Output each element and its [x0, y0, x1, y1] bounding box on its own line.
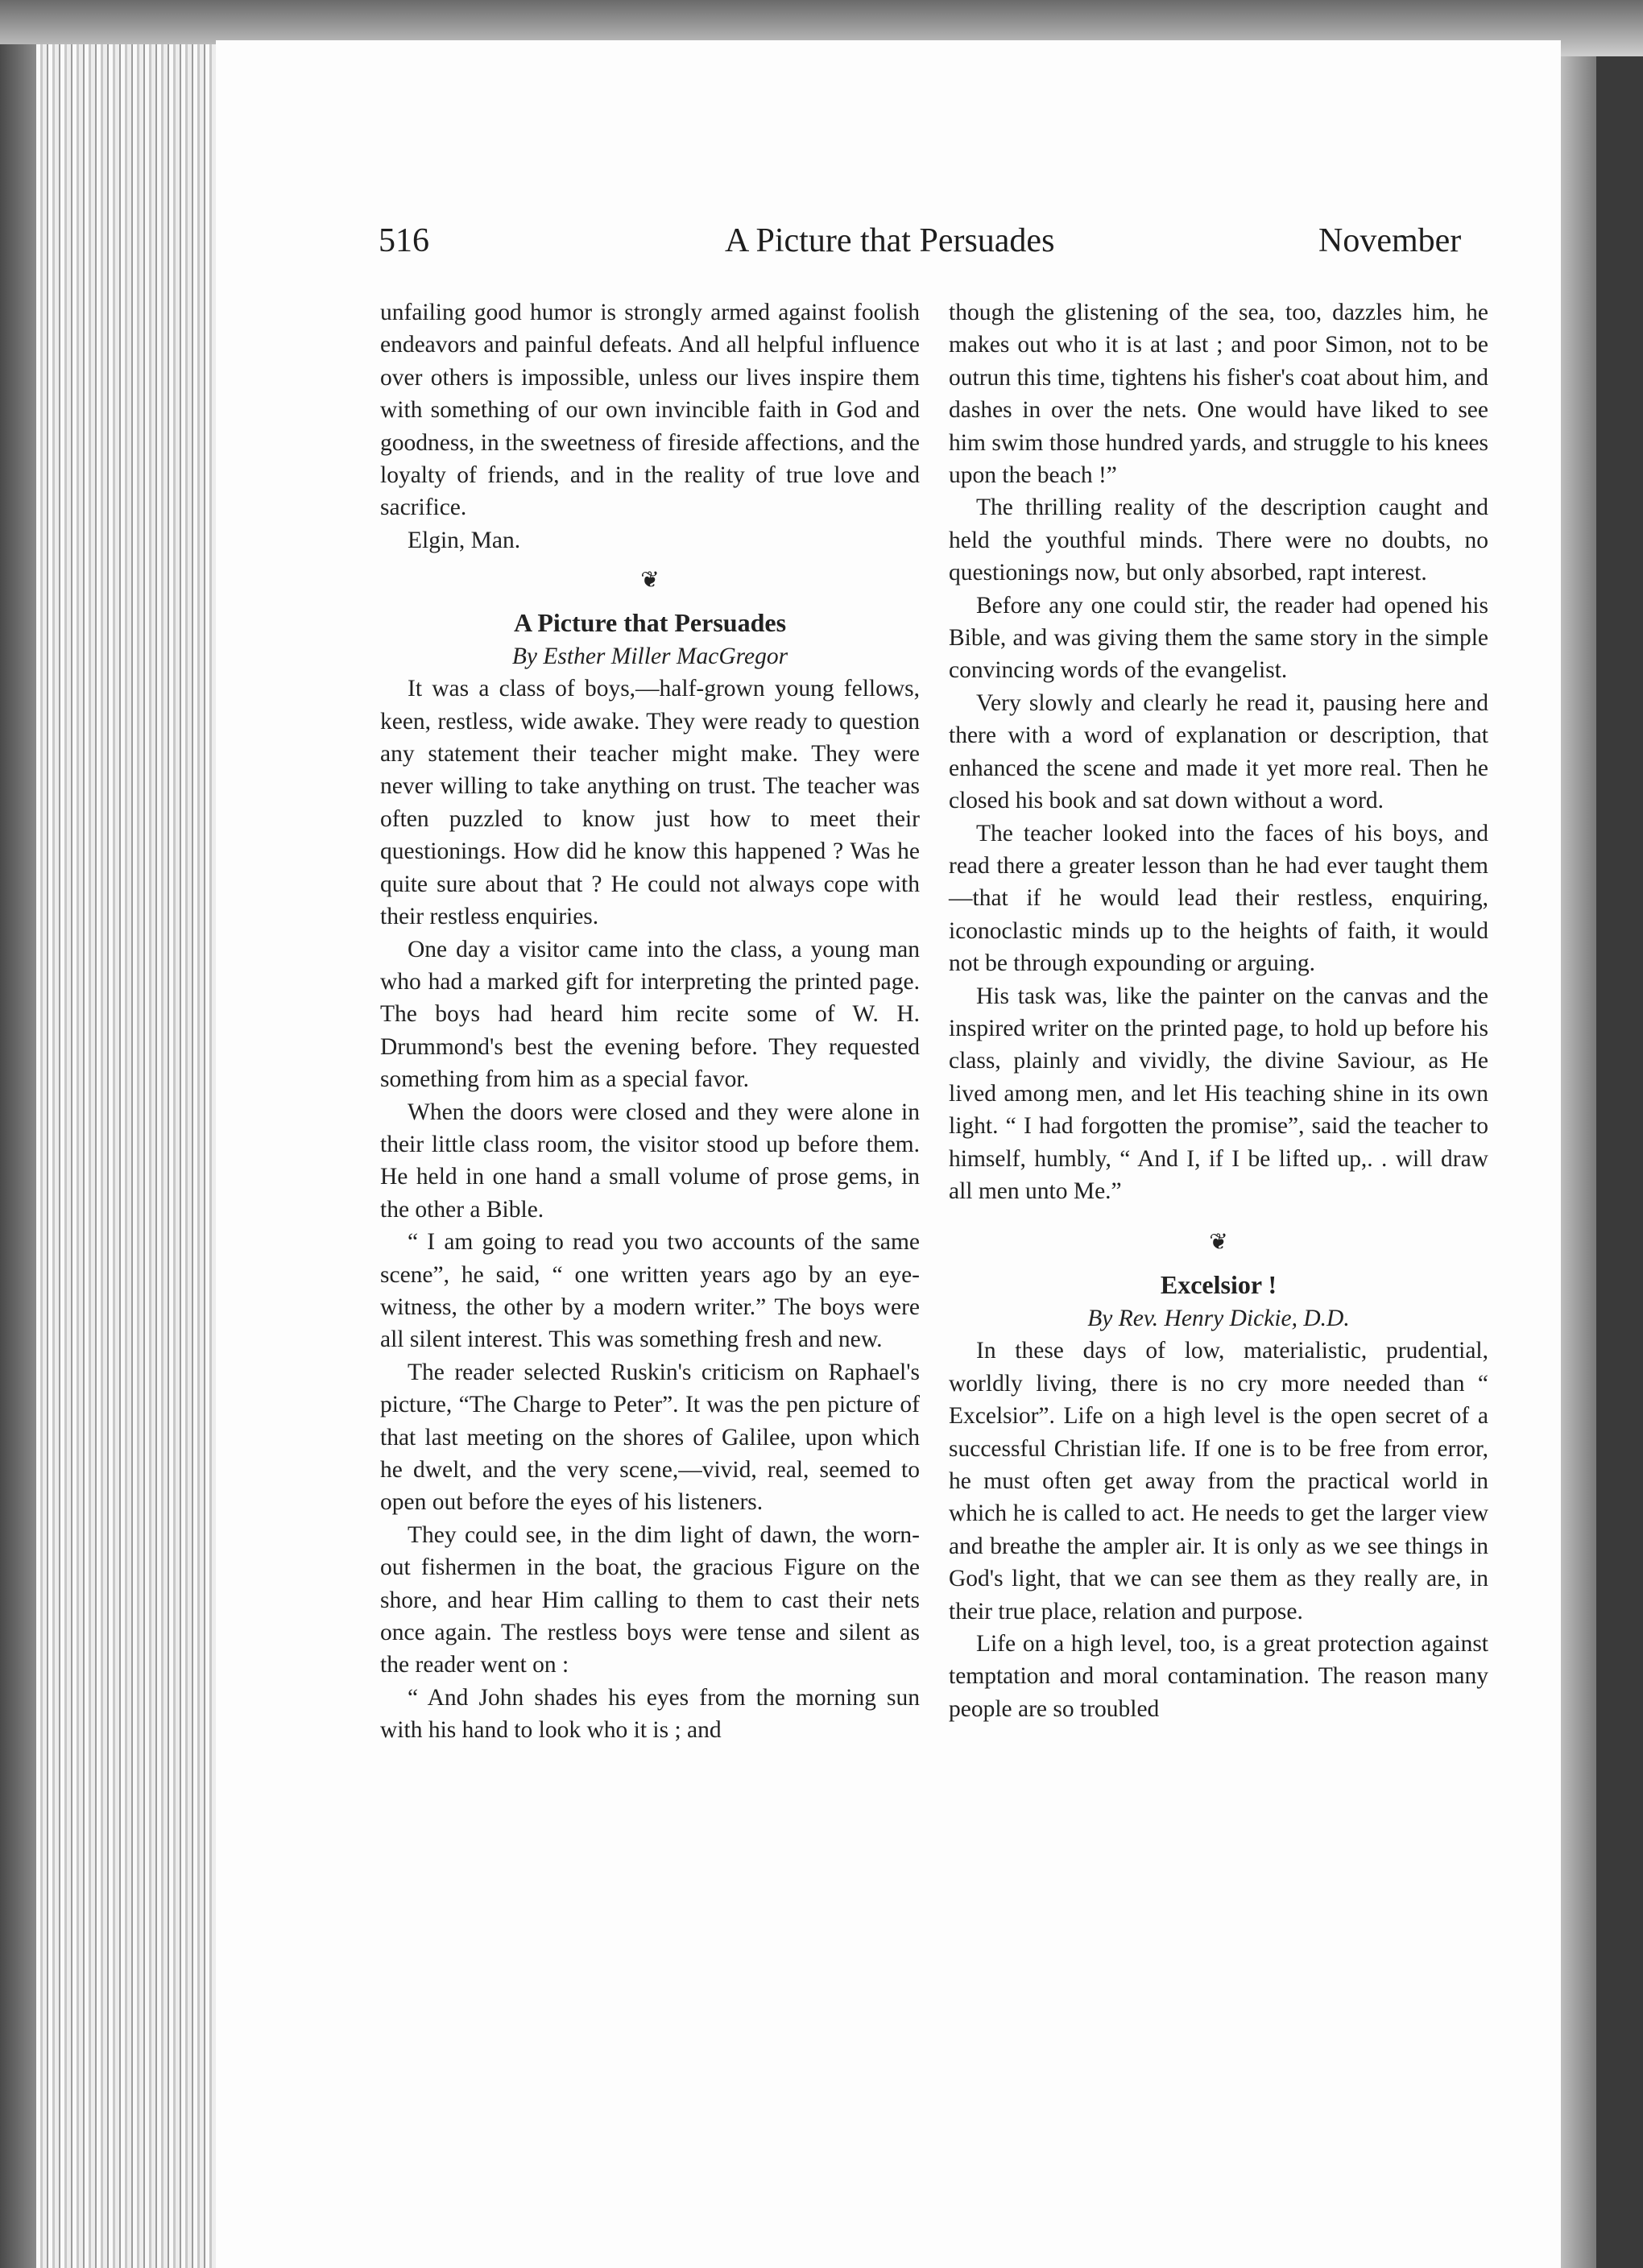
article-paragraph: When the doors were closed and they were alone in their little class room, the visitor stood up before them. He held in one hand a small volume of prose gems, in the other a Bible.	[380, 1099, 920, 1223]
article-paragraph: Very slowly and clearly he read it, pausing here and there with a word of explanation or description, that enhanced the scene and made it yet more real. Then he closed his book and sat down without a word.	[949, 689, 1488, 814]
article-paragraph: The reader selected Ruskin's criticism on Raphael's picture, “The Charge to Peter”. It was the pen picture of that last meeting on the shores of Galilee, upon which he dwelt, and the very scene,—vivid, real, seemed to open out before the eyes of his listeners.	[380, 1359, 920, 1516]
article-paragraph: Before any one could stir, the reader had opened his Bible, and was giving them the same story in the simple convincing words of the evangelist.	[949, 592, 1488, 684]
article-title: A Picture that Persuades	[513, 608, 787, 638]
article-paragraph: One day a visitor came into the class, a young man who had a marked gift for interpreting the printed page. The boys had heard him recite some of W. H. Drummond's best the evening before. They requested something from him as a special favor.	[380, 936, 920, 1093]
article-byline: By Esther Miller MacGregor	[511, 644, 788, 670]
fleuron-ornament: ❦	[640, 568, 660, 594]
article-paragraph: “ And John shades his eyes from the morning sun with his hand to look who it is ; and	[380, 1684, 920, 1744]
place-line: Elgin, Man.	[408, 527, 521, 553]
running-title: A Picture that Persuades	[725, 222, 1055, 259]
book-spine	[0, 44, 36, 2268]
article-paragraph: It was a class of boys,—half-grown young fellows, keen, restless, wide awake. They were ready to question any statement their teacher might make. They were never willing to take anything on trust. The teacher was often puzzled to know just how to meet their questionings. How did he know this happened ? Was he quite sure about that ? He could not always cope with their restless enquiries.	[380, 676, 920, 930]
article-paragraph: The thrilling reality of the description caught and held the youthful minds. There were no doubts, no questionings now, but only absorbed, rapt interest.	[949, 495, 1488, 586]
left-column	[380, 296, 920, 1747]
right-column	[949, 296, 1488, 1725]
article-paragraph: Life on a high level, too, is a great protection against temptation and moral contamination. The reason many people are so troubled	[949, 1631, 1488, 1722]
carryover-paragraph: unfailing good humor is strongly armed against foolish endeavors and painful defeats. And all helpful influence over others is impossible, unless our lives inspire them with something of our own invincible faith in God and goodness, in the sweetness of fireside affections, and the loyalty of friends, and in the reality of true love and sacrifice.	[380, 300, 920, 521]
book-cover-right	[1596, 56, 1643, 2268]
article-paragraph: though the glistening of the sea, too, dazzles him, he makes out who it is at last ; and poor Simon, not to be outrun this time, tightens his fisher's coat about him, and dashes in over the nets. One would have liked to see him swim those hundred yards, and struggle to his knees upon the beach !”	[949, 300, 1488, 489]
article-paragraph: The teacher looked into the faces of his boys, and read there a greater lesson than he had ever taught them—that if he would lead their restless, enquiring, iconoclastic minds up to the heights of faith, it would not be through expounding or arguing.	[949, 820, 1488, 977]
article-byline: By Rev. Henry Dickie, D.D.	[1087, 1306, 1350, 1332]
article-paragraph: “ I am going to read you two accounts of the same scene”, he said, “ one written years ago by an eye-witness, the other by a modern writer.” The boys were all silent interest. This was something fresh and new.	[380, 1229, 920, 1353]
book-page-edges-right	[1561, 56, 1596, 2268]
article-title: Excelsior !	[1160, 1270, 1277, 1300]
page-number: 516	[379, 222, 429, 259]
article-paragraph: His task was, like the painter on the canvas and the inspired writer on the printed page, to hold up before his class, plainly and vividly, the divine Saviour, as He lived among men, and let His teaching shine in its own light. “ I had forgotten the promise”, said the teacher to himself, humbly, “ And I, if I be lifted up,. . will draw all men unto Me.”	[949, 983, 1488, 1204]
issue-month: November	[1318, 222, 1462, 259]
fleuron-ornament: ❦	[1209, 1230, 1228, 1256]
article-paragraph: They could see, in the dim light of dawn, the worn-out fishermen in the boat, the gracious Figure on the shore, and hear Him calling to them to cast their nets once again. The restless boys were tense and silent as the reader went on :	[380, 1521, 920, 1678]
article-paragraph: In these days of low, materialistic, prudential, worldly living, there is no cry more needed than “ Excelsior”. Life on a high level is the open secret of a successful Christian life. If one is to be free from error, he must often get away from the practical world in which he is called to act. He needs to get the larger view and breathe the ampler air. It is only as we see things in God's light, that we can see them as they really are, in their true place, relation and purpose.	[949, 1338, 1488, 1624]
